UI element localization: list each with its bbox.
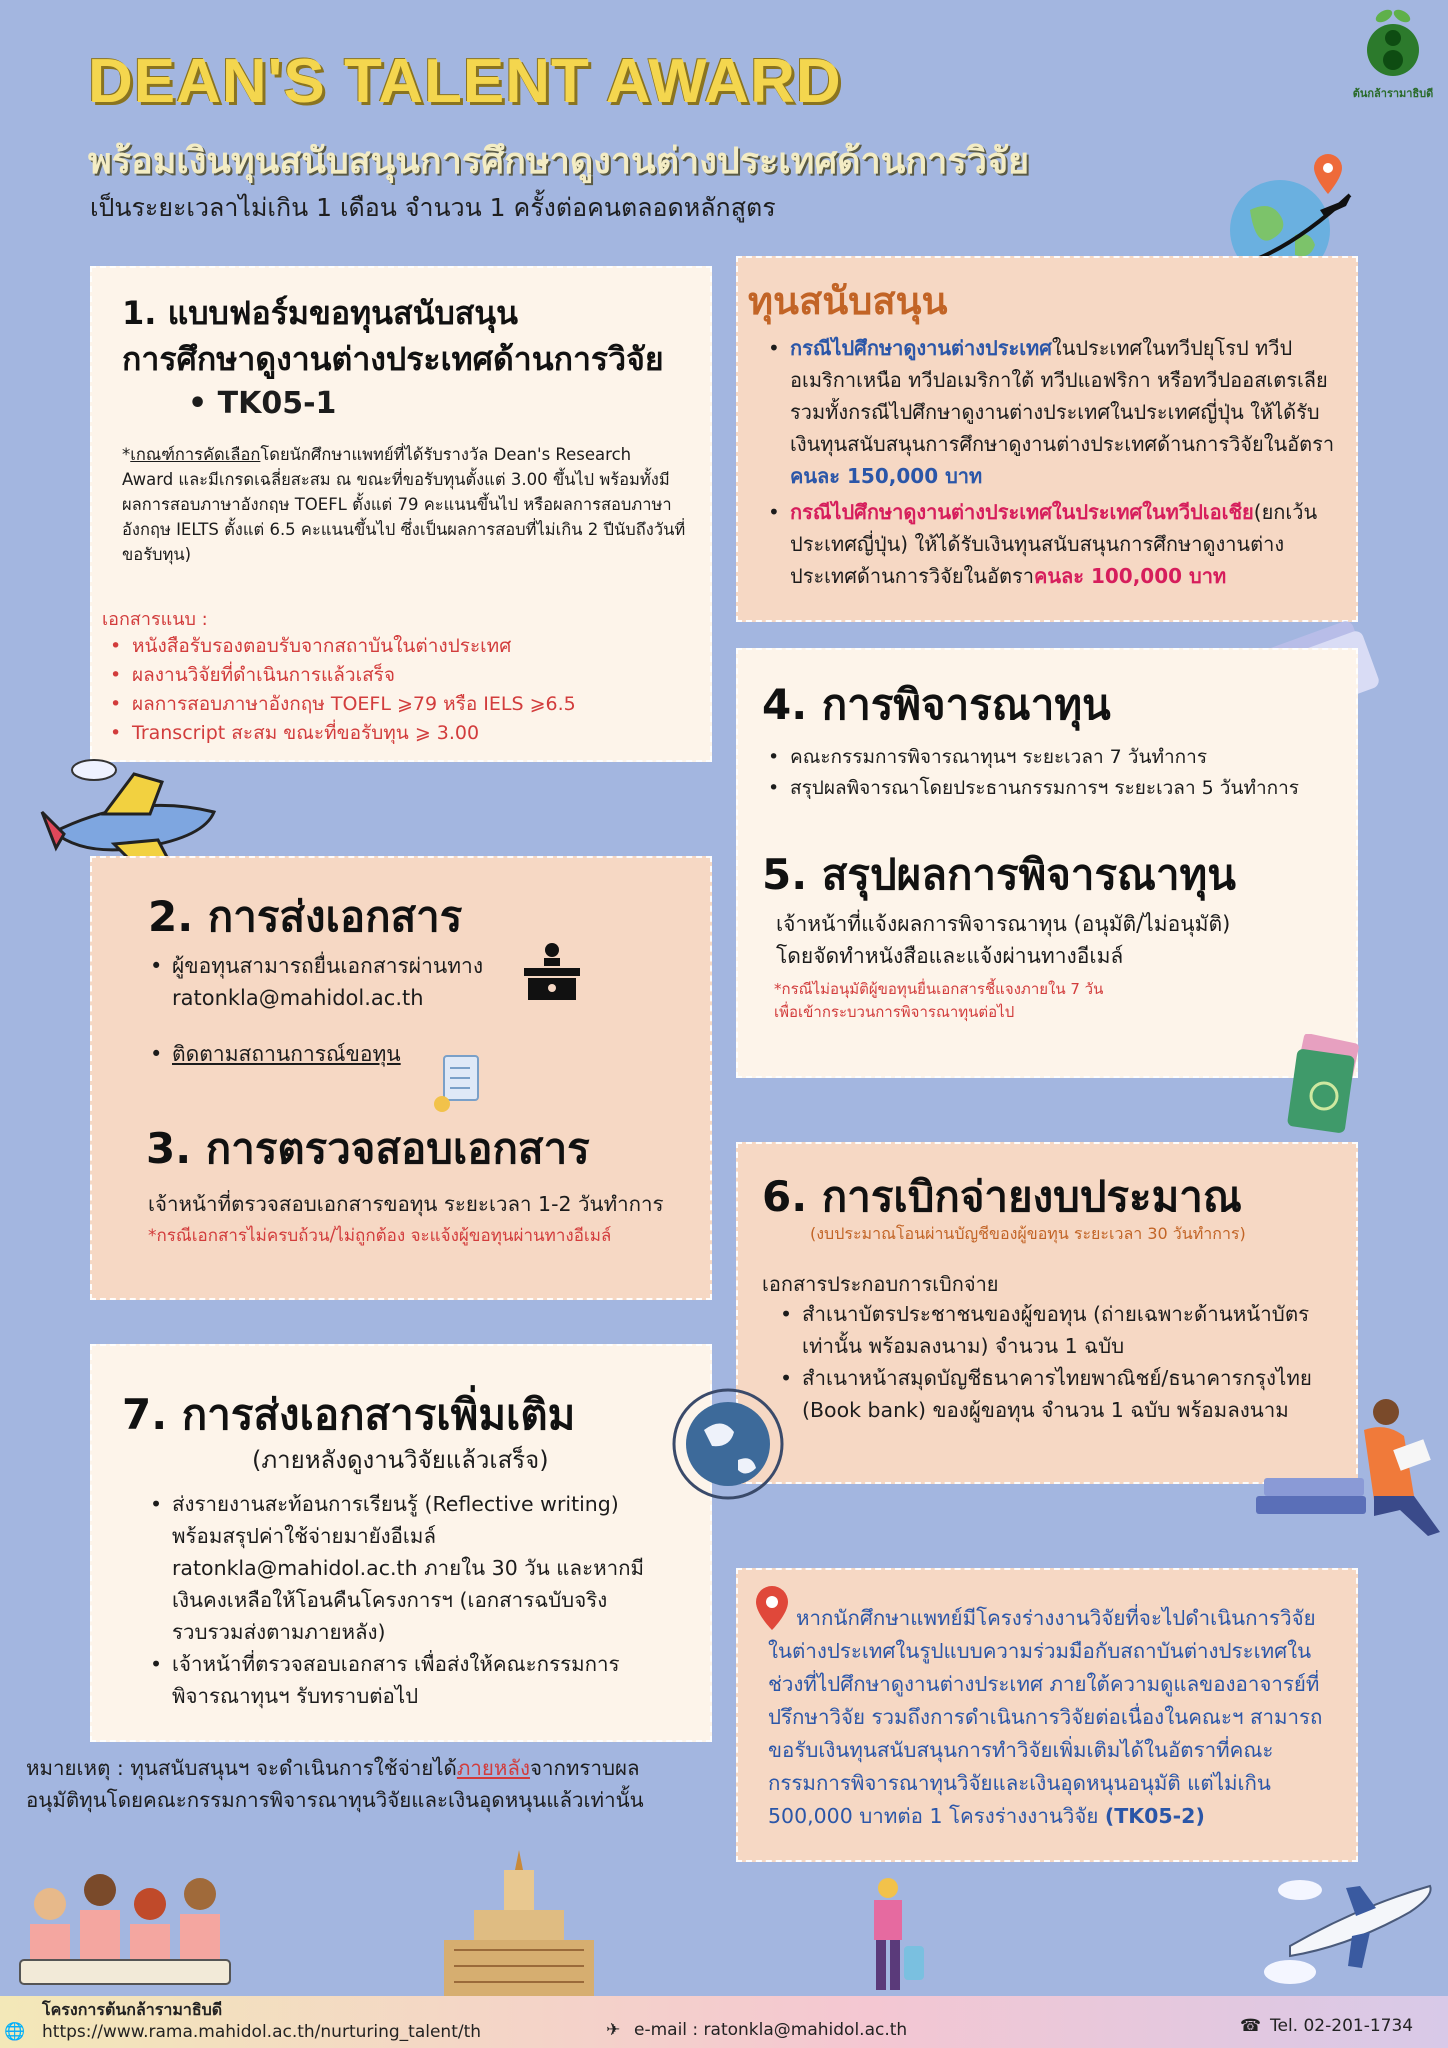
section3-note: *กรณีเอกสารไม่ครบถ้วน/ไม่ถูกต้อง จะแจ้งผู้ขอทุนผ่านทางอีเมล์ (148, 1226, 612, 1246)
page-subtitle: พร้อมเงินทุนสนับสนุนการศึกษาดูงานต่างประเทศด้านการวิจัย (88, 141, 1030, 182)
traveler-illustration (858, 1876, 928, 2000)
criteria-text: โดยนักศึกษาแพทย์ที่ได้รับรางวัล Dean's Research Award และมีเกรดเฉลี่ยสะสม ณ ขณะที่ขอรับทุนตั้งแต่ 3.00 ขึ้นไป พร้อมทั้งมีผลการสอบภาษาอังกฤษ TOEFL ตั้งแต่ 79 คะแนนขึ้นไป หรือผลการสอบภาษาอังกฤษ IELTS ตั้งแต่ 6.5 คะแนนขึ้นไป ซึ่งเป็นผลการสอบที่ไม่เกิน 2 ปีนับถึงวันที่ขอรับทุน) (122, 445, 686, 564)
section6-item: • สำเนาหน้าสมุดบัญชีธนาคารไทยพาณิชย์/ธนาคารกรุงไทย (Book bank) ของผู้ขอทุน จำนวน 1 ฉบับ พร้อมลงนาม (780, 1362, 1325, 1426)
page-subline: เป็นระยะเวลาไม่เกิน 1 เดือน จำนวน 1 ครั้งต่อคนตลอดหลักสูตร (90, 193, 776, 222)
page-title: DEAN'S TALENT AWARD (88, 47, 842, 116)
extra-text (768, 1602, 1338, 1833)
section2-item1-line1: • ผู้ขอทุนสามารถยื่นเอกสารผ่านทาง (172, 954, 484, 978)
reading-person-icon (1246, 1396, 1442, 1546)
funding-item2-amount: คนละ 100,000 บาท (1033, 564, 1227, 588)
remark-line2: อนุมัติทุนโดยคณะกรรมการพิจารณาทุนวิจัยและเงินอุดหนุนแล้วเท่านั้น (26, 1788, 644, 1812)
section5-line2: โดยจัดทำหนังสือและแจ้งผ่านทางอีเมล์ (776, 944, 1124, 968)
section7-item: • ส่งรายงานสะท้อนการเรียนรู้ (Reflective writing) พร้อมสรุปค่าใช้จ่ายมายังอีเมล์ ratonkla@mahidol.ac.th ภายใน 30 วัน และหากมีเงินคงเหลือให้โอนคืนโครงการฯ (เอกสารฉบับจริงรวบรวมส่งตามภายหลัง) (150, 1488, 670, 1648)
remark-highlight: ภายหลัง (456, 1756, 530, 1780)
globe-ring-icon (668, 1382, 788, 1502)
footer-email[interactable]: e-mail : ratonkla@mahidol.ac.th (634, 2020, 908, 2040)
section5-note (774, 978, 1103, 1024)
remark-line1 (26, 1752, 644, 1784)
section3-title: 3. การตรวจสอบเอกสาร (146, 1124, 590, 1173)
reading-person-illustration (1246, 1396, 1442, 1550)
section6-docs-label: เอกสารประกอบการเบิกจ่าย (762, 1272, 999, 1296)
section6-title: 6. การเบิกจ่ายงบประมาณ (762, 1172, 1242, 1221)
funding-list (768, 332, 1338, 592)
section2-email[interactable]: ratonkla@mahidol.ac.th (172, 986, 424, 1010)
attachment-item: • หนังสือรับรองตอบรับจากสถาบันในต่างประเทศ (110, 632, 576, 661)
university-building-illustration (434, 1850, 604, 2000)
funding-item-asia (768, 496, 1338, 592)
attachment-item: • ผลการสอบภาษาอังกฤษ TOEFL ⩾79 หรือ IELS ⩾6.5 (110, 690, 576, 719)
section-extra-research-funding (736, 1568, 1358, 1862)
footer-org: โครงการต้นกล้ารามาธิบดี (42, 2000, 223, 2019)
passport-icon (1286, 1034, 1366, 1134)
section2-item-email (150, 950, 483, 1014)
logo (1348, 4, 1438, 102)
funding-item1-text: ในประเทศในทวีปยุโรป ทวีปอเมริกาเหนือ ทวีปอเมริกาใต้ ทวีปแอฟริกา หรือทวีปออสเตรเลีย รวมทั้งกรณีไปศึกษาดูงานต่างประเทศในประเทศญี่ปุ่น ให้ได้รับเงินทุนสนับสนุนการศึกษาดูงานต่างประเทศด้านการวิจัยในอัตรา (790, 336, 1335, 456)
remark-prefix: หมายเหตุ : ทุนสนับสนุนฯ จะดำเนินการใช้จ่ายได้ (26, 1756, 457, 1780)
passport-illustration (1286, 1034, 1366, 1138)
remark-suffix: จากทราบผล (529, 1756, 640, 1780)
traveler-icon (858, 1876, 928, 1996)
attachments-list (110, 632, 576, 748)
students-icon (10, 1864, 240, 1994)
extra-code: (TK05-2) (1104, 1804, 1205, 1828)
section2-list (150, 950, 483, 1070)
form-code (188, 386, 336, 421)
attachment-item: • ผลงานวิจัยที่ดำเนินการแล้วเสร็จ (110, 661, 576, 690)
section4-item: • สรุปผลพิจารณาโดยประธานกรรมการฯ ระยะเวลา 5 วันทำการ (768, 773, 1299, 804)
section4-title: 4. การพิจารณาทุน (762, 680, 1111, 729)
jet-icon (1260, 1876, 1436, 1994)
section7-list (150, 1488, 670, 1712)
footer-url[interactable]: https://www.rama.mahidol.ac.th/nurturing_talent/th (42, 2022, 482, 2042)
section-funding (736, 256, 1358, 622)
checklist-illustration (432, 1054, 482, 1118)
desk-icon (520, 940, 584, 1004)
section3-text: เจ้าหน้าที่ตรวจสอบเอกสารขอทุน ระยะเวลา 1-2 วันทำการ (148, 1192, 664, 1216)
form-code-bullet: • (188, 386, 218, 421)
section1-title-line2: การศึกษาดูงานต่างประเทศด้านการวิจัย (122, 340, 664, 378)
form-code-text: TK05-1 (217, 386, 337, 421)
section6-subnote: (งบประมาณโอนผ่านบัญชีของผู้ขอทุน ระยะเวลา 30 วันทำการ) (810, 1224, 1246, 1243)
section5-title: 5. สรุปผลการพิจารณาทุน (762, 850, 1236, 899)
footer-bar (0, 1996, 1448, 2048)
section5-note2: เพื่อเข้ากระบวนการพิจารณาทุนต่อไป (774, 1003, 1015, 1021)
section7-item: • เจ้าหน้าที่ตรวจสอบเอกสาร เพื่อส่งให้คณะกรรมการพิจารณาทุนฯ รับทราบต่อไป (150, 1648, 670, 1712)
section-consideration (736, 648, 1358, 1078)
logo-caption: ต้นกล้ารามาธิบดี (1352, 87, 1434, 100)
section5-line1: เจ้าหน้าที่แจ้งผลการพิจารณาทุน (อนุมัติ/ไม่อนุมัติ) (776, 912, 1231, 936)
send-icon: ✈ (606, 2020, 621, 2040)
submission-desk-icon (520, 940, 584, 1008)
funding-item1-amount: คนละ 150,000 บาท (790, 464, 983, 488)
section-additional-documents (90, 1344, 712, 1742)
section4-list (768, 742, 1299, 804)
globe-ring-illustration (668, 1382, 788, 1506)
section5-body (776, 908, 1230, 972)
section4-item: • คณะกรรมการพิจารณาทุนฯ ระยะเวลา 7 วันทำการ (768, 742, 1299, 773)
section-submission (90, 856, 712, 1300)
section7-subtitle: (ภายหลังดูงานวิจัยแล้วเสร็จ) (252, 1446, 549, 1474)
students-illustration (10, 1864, 240, 1998)
footer-tel: Tel. 02-201-1734 (1270, 2016, 1414, 2036)
funding-item2-lead: กรณีไปศึกษาดูงานต่างประเทศในประเทศในทวีปเอเชีย (790, 500, 1254, 524)
remark (26, 1752, 644, 1816)
section7-title: 7. การส่งเอกสารเพิ่มเติม (122, 1390, 576, 1439)
seedling-logo-icon (1358, 4, 1428, 78)
section6-item: • สำเนาบัตรประชาชนของผู้ขอทุน (ถ่ายเฉพาะด้านหน้าบัตรเท่านั้น พร้อมลงนาม) จำนวน 1 ฉบับ (780, 1298, 1325, 1362)
funding-item1-lead: กรณีไปศึกษาดูงานต่างประเทศ (790, 336, 1052, 360)
criteria-label: เกณฑ์การคัดเลือก (130, 445, 261, 464)
section6-list (780, 1298, 1325, 1426)
attachments-label: เอกสารแนบ : (102, 609, 208, 630)
funding-title: ทุนสนับสนุน (748, 279, 948, 323)
section2-title: 2. การส่งเอกสาร (148, 892, 463, 941)
jet-illustration (1260, 1876, 1436, 1998)
section-application-form (90, 266, 712, 762)
funding-item-outside-asia (768, 332, 1338, 492)
globe-small-icon: 🌐 (4, 2022, 26, 2042)
checklist-icon (432, 1054, 482, 1114)
funding-item2-text: (ยกเว้นประเทศญี่ปุ่น) ให้ได้รับเงินทุนสนับสนุนการศึกษาดูงานต่างประเทศด้านการวิจัยในอัตรา (790, 500, 1318, 588)
selection-criteria: *เกณฑ์การคัดเลือกโดยนักศึกษาแพทย์ที่ได้รับรางวัล Dean's Research Award และมีเกรดเฉลี่ยสะสม ณ ขณะที่ขอรับทุนตั้งแต่ 3.00 ขึ้นไป พร้อมทั้งมีผลการสอบภาษาอังกฤษ TOEFL ตั้งแต่ 79 คะแนนขึ้นไป หรือผลการสอบภาษาอังกฤษ IELTS ตั้งแต่ 6.5 คะแนนขึ้นไป ซึ่งเป็นผลการสอบที่ไม่เกิน 2 ปีนับถึงวันที่ขอรับทุน) (122, 445, 686, 564)
track-status-link[interactable]: ติดตามสถานการณ์ขอทุน (172, 1042, 401, 1066)
attachment-item: • Transcript สะสม ขณะที่ขอรับทุน ⩾ 3.00 (110, 719, 576, 748)
section5-note1: *กรณีไม่อนุมัติผู้ขอทุนยื่นเอกสารชี้แจงภายใน 7 วัน (774, 980, 1104, 998)
extra-body: หากนักศึกษาแพทย์มีโครงร่างงานวิจัยที่จะไปดำเนินการวิจัยในต่างประเทศในรูปแบบความร่วมมือกับสถาบันต่างประเทศในช่วงที่ไปศึกษาดูงานต่างประเทศ ภายใต้ความดูแลของอาจารย์ที่ปรึกษาวิจัย รวมถึงการดำเนินการวิจัยต่อเนื่องในคณะฯ สามารถขอรับเงินทุนสนับสนุนการทำวิจัยเพิ่มเติมได้ในอัตราที่คณะกรรมการพิจารณาทุนวิจัยและเงินอุดหนุนอนุมัติ แต่ไม่เกิน 500,000 บาทต่อ 1 โครงร่างงานวิจัย (768, 1606, 1323, 1828)
building-icon (434, 1850, 604, 1996)
section1-title-line1: 1. แบบฟอร์มขอทุนสนับสนุน (122, 294, 519, 332)
phone-icon: ☎ (1240, 2016, 1262, 2036)
